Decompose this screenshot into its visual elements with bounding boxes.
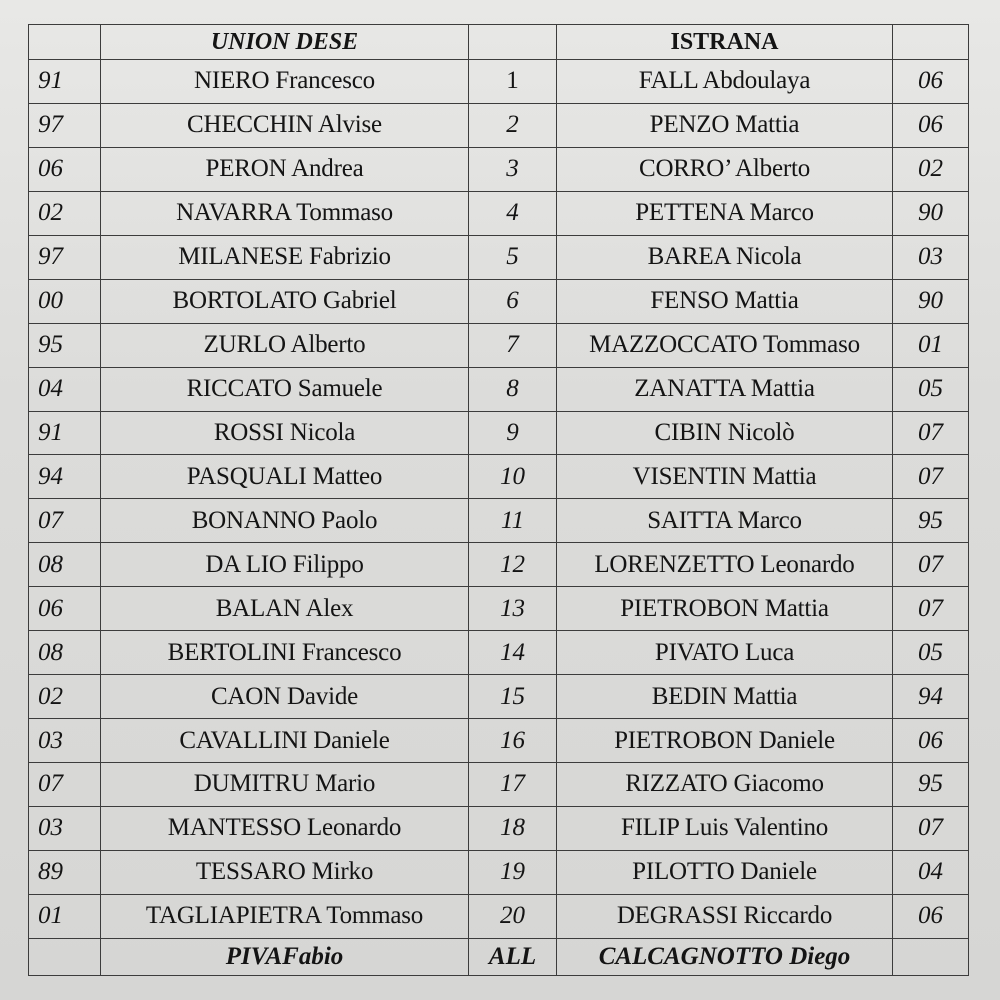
shirt-number: 11 <box>469 499 557 543</box>
team-b-birth-year: 06 <box>893 103 969 147</box>
coach-label: ALL <box>469 939 557 976</box>
team-b-birth-year: 06 <box>893 894 969 938</box>
team-b-birth-year: 07 <box>893 806 969 850</box>
shirt-number: 18 <box>469 806 557 850</box>
team-a-player-name: DA LIO Filippo <box>101 543 469 587</box>
team-b-player-name: BAREA Nicola <box>557 235 893 279</box>
team-a-player-name: DUMITRU Mario <box>101 763 469 807</box>
player-row <box>29 587 969 631</box>
team-a-birth-year: 01 <box>29 894 101 938</box>
team-b-player-name: DEGRASSI Riccardo <box>557 894 893 938</box>
player-row <box>29 499 969 543</box>
player-row <box>29 455 969 499</box>
shirt-number: 9 <box>469 411 557 455</box>
team-a-birth-year: 89 <box>29 850 101 894</box>
team-b-birth-year: 06 <box>893 719 969 763</box>
team-a-birth-year: 04 <box>29 367 101 411</box>
team-b-birth-year: 02 <box>893 147 969 191</box>
team-a-player-name: BERTOLINI Francesco <box>101 631 469 675</box>
shirt-number: 17 <box>469 763 557 807</box>
team-a-player-name: PERON Andrea <box>101 147 469 191</box>
player-row <box>29 60 969 104</box>
coach-blank-cell <box>29 939 101 976</box>
team-b-coach: CALCAGNOTTO Diego <box>557 939 893 976</box>
team-b-player-name: FILIP Luis Valentino <box>557 806 893 850</box>
shirt-number: 15 <box>469 675 557 719</box>
shirt-number: 14 <box>469 631 557 675</box>
shirt-number: 10 <box>469 455 557 499</box>
player-row <box>29 850 969 894</box>
header-blank-cell <box>29 25 101 60</box>
team-b-birth-year: 05 <box>893 367 969 411</box>
team-b-player-name: FALL Abdoulaya <box>557 60 893 104</box>
team-b-player-name: VISENTIN Mattia <box>557 455 893 499</box>
player-row <box>29 806 969 850</box>
team-a-birth-year: 06 <box>29 587 101 631</box>
team-b-player-name: PIETROBON Mattia <box>557 587 893 631</box>
player-row <box>29 411 969 455</box>
shirt-number: 16 <box>469 719 557 763</box>
coach-row <box>29 939 969 976</box>
team-b-birth-year: 07 <box>893 543 969 587</box>
team-a-birth-year: 94 <box>29 455 101 499</box>
team-a-player-name: PASQUALI Matteo <box>101 455 469 499</box>
team-a-player-name: MILANESE Fabrizio <box>101 235 469 279</box>
lineup-table <box>28 24 969 976</box>
team-a-player-name: MANTESSO Leonardo <box>101 806 469 850</box>
team-b-player-name: MAZZOCCATO Tommaso <box>557 323 893 367</box>
coach-blank-cell <box>893 939 969 976</box>
shirt-number: 4 <box>469 191 557 235</box>
team-a-birth-year: 03 <box>29 719 101 763</box>
team-b-birth-year: 07 <box>893 587 969 631</box>
team-b-birth-year: 95 <box>893 499 969 543</box>
player-row <box>29 719 969 763</box>
team-a-title: UNION DESE <box>101 25 469 60</box>
team-a-birth-year: 00 <box>29 279 101 323</box>
team-a-birth-year: 02 <box>29 675 101 719</box>
shirt-number: 2 <box>469 103 557 147</box>
team-b-birth-year: 07 <box>893 455 969 499</box>
team-b-birth-year: 05 <box>893 631 969 675</box>
team-b-player-name: FENSO Mattia <box>557 279 893 323</box>
shirt-number: 7 <box>469 323 557 367</box>
team-a-birth-year: 03 <box>29 806 101 850</box>
team-a-birth-year: 91 <box>29 411 101 455</box>
team-b-player-name: PENZO Mattia <box>557 103 893 147</box>
team-b-player-name: RIZZATO Giacomo <box>557 763 893 807</box>
player-row <box>29 323 969 367</box>
player-row <box>29 631 969 675</box>
player-row <box>29 235 969 279</box>
team-b-birth-year: 95 <box>893 763 969 807</box>
team-a-birth-year: 08 <box>29 543 101 587</box>
team-a-birth-year: 08 <box>29 631 101 675</box>
team-b-player-name: ZANATTA Mattia <box>557 367 893 411</box>
team-b-birth-year: 94 <box>893 675 969 719</box>
player-row <box>29 894 969 938</box>
team-b-player-name: CIBIN Nicolò <box>557 411 893 455</box>
team-a-birth-year: 95 <box>29 323 101 367</box>
team-b-birth-year: 01 <box>893 323 969 367</box>
shirt-number: 5 <box>469 235 557 279</box>
header-row <box>29 25 969 60</box>
shirt-number: 8 <box>469 367 557 411</box>
team-b-birth-year: 90 <box>893 279 969 323</box>
team-a-player-name: ROSSI Nicola <box>101 411 469 455</box>
team-b-title: ISTRANA <box>557 25 893 60</box>
team-b-player-name: PIVATO Luca <box>557 631 893 675</box>
team-a-player-name: CAVALLINI Daniele <box>101 719 469 763</box>
team-b-player-name: PILOTTO Daniele <box>557 850 893 894</box>
team-a-player-name: TAGLIAPIETRA Tommaso <box>101 894 469 938</box>
team-a-player-name: ZURLO Alberto <box>101 323 469 367</box>
team-b-birth-year: 90 <box>893 191 969 235</box>
player-row <box>29 279 969 323</box>
team-a-player-name: BONANNO Paolo <box>101 499 469 543</box>
player-row <box>29 103 969 147</box>
player-row <box>29 191 969 235</box>
shirt-number: 13 <box>469 587 557 631</box>
shirt-number: 20 <box>469 894 557 938</box>
player-row <box>29 763 969 807</box>
team-a-birth-year: 02 <box>29 191 101 235</box>
team-b-player-name: BEDIN Mattia <box>557 675 893 719</box>
team-a-birth-year: 97 <box>29 103 101 147</box>
header-blank-cell <box>469 25 557 60</box>
player-row <box>29 147 969 191</box>
shirt-number: 19 <box>469 850 557 894</box>
team-a-birth-year: 07 <box>29 763 101 807</box>
player-row <box>29 543 969 587</box>
team-a-player-name: CAON Davide <box>101 675 469 719</box>
player-row <box>29 675 969 719</box>
shirt-number: 1 <box>469 60 557 104</box>
team-b-birth-year: 03 <box>893 235 969 279</box>
team-a-player-name: RICCATO Samuele <box>101 367 469 411</box>
team-a-birth-year: 06 <box>29 147 101 191</box>
team-a-player-name: BORTOLATO Gabriel <box>101 279 469 323</box>
team-a-birth-year: 07 <box>29 499 101 543</box>
team-a-player-name: NAVARRA Tommaso <box>101 191 469 235</box>
team-b-birth-year: 04 <box>893 850 969 894</box>
team-b-player-name: CORRO’ Alberto <box>557 147 893 191</box>
team-b-birth-year: 06 <box>893 60 969 104</box>
shirt-number: 3 <box>469 147 557 191</box>
shirt-number: 6 <box>469 279 557 323</box>
team-a-player-name: TESSARO Mirko <box>101 850 469 894</box>
header-blank-cell <box>893 25 969 60</box>
team-b-player-name: SAITTA Marco <box>557 499 893 543</box>
team-a-player-name: BALAN Alex <box>101 587 469 631</box>
team-a-player-name: NIERO Francesco <box>101 60 469 104</box>
team-b-player-name: LORENZETTO Leonardo <box>557 543 893 587</box>
shirt-number: 12 <box>469 543 557 587</box>
team-a-birth-year: 91 <box>29 60 101 104</box>
team-a-player-name: CHECCHIN Alvise <box>101 103 469 147</box>
team-b-birth-year: 07 <box>893 411 969 455</box>
player-row <box>29 367 969 411</box>
team-b-player-name: PIETROBON Daniele <box>557 719 893 763</box>
team-a-coach: PIVAFabio <box>101 939 469 976</box>
team-b-player-name: PETTENA Marco <box>557 191 893 235</box>
team-a-birth-year: 97 <box>29 235 101 279</box>
